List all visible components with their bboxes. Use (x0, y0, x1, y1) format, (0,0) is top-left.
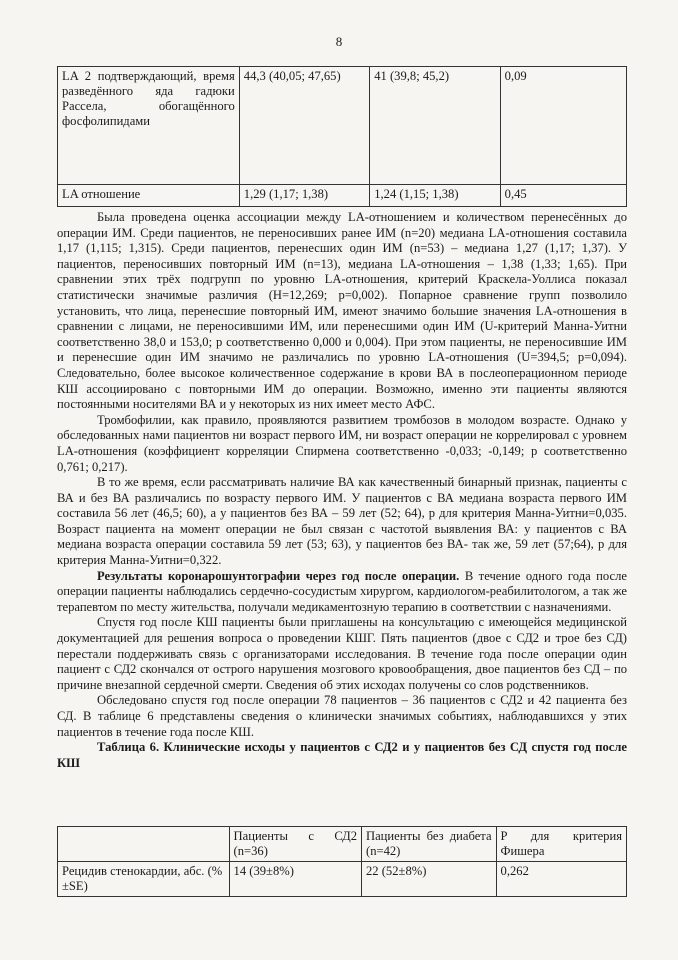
table-cell: 1,29 (1,17; 1,38) (239, 185, 369, 207)
table-header-cell: Пациенты с СД2 (n=36) (229, 827, 361, 862)
paragraph: Была проведена оценка ассоциации между LA-отношением и количеством перенесённых до операции ИМ. Среди пациентов, не переносивших ранее ИМ (n=20) медиана LA-отношения составила 1,17 (1,115; 1,315). Среди пациентов, перенесших один ИМ (n=53) – медиана 1,27 (1,17; 1,37). У пациентов, переносивших повторный ИМ (n=13), медиана LA-отношения – 1,38 (1,33; 1,65). При сравнении этих трёх подгрупп по уровню LA-отношения, критерий Краскела-Уоллиса показал статистически значимые различия (H=12,269; p=0,002). Попарное сравнение групп позволило установить, что лица, перенесшие повторный ИМ, имеют значимо большие значения LA-отношения в сравнении с лицами, не переносившими ИМ, или перенесшими один ИМ (U-критерий Манна-Уитни соответственно 38,0 и 153,0; p соответственно 0,000 и 0,004). При этом пациенты, не переносившие ИМ и перенесшие один ИМ значимо не различались по уровню LA-отношения (U=394,5; p=0,094). Следовательно, более высокое количественное содержание в крови ВА в послеоперационном периоде КШ ассоциировано с повторными ИМ до операции. Возможно, именно эти пациенты являются постоянными носителями ВА и у некоторых из них имеет место АФС. (57, 210, 627, 412)
table-header-cell (58, 827, 230, 862)
paragraph: В то же время, если рассматривать наличие ВА как качественный бинарный признак, пациенты с ВА и без ВА различались по возрасту первого ИМ. У пациентов с ВА медиана возраста первого ИМ составила 56 лет (46,5; 60), а у пациентов без ВА – 59 лет (52; 64), p для критерия Манна-Уитни=0,035. Возраст пациента на момент операции не был связан с частотой выявления ВА: у пациентов с ВА медиана возраста операции составила 59 лет (53; 63), у пациентов без ВА- так же, 59 лет (57;64), p для критерия Манна-Уитни=0,322. (57, 475, 627, 568)
table-row (58, 67, 627, 185)
table-caption: Таблица 6. Клинические исходы у пациентов с СД2 и у пациентов без СД спустя год после КШ (57, 740, 627, 770)
table-cell: 0,262 (496, 862, 626, 897)
table-row (58, 185, 627, 207)
paragraph (57, 569, 627, 616)
paragraph: Спустя год после КШ пациенты были приглашены на консультацию с имеющейся медицинской документацией для решения вопроса о проведении КШГ. Пять пациентов (двое с СД2 и трое без СД) перестали поддерживать связь с организаторами исследования. В течение года после операции один пациент с СД2 скончался от острого нарушения мозгового кровообращения, двое пациентов без СД – по причине внезапной сердечной смерти. Сведения об этих исходах получены со слов родственников. (57, 615, 627, 692)
table-header-cell: P для критерия Фишера (496, 827, 626, 862)
page-number: 8 (335, 34, 343, 49)
table-cell: 14 (39±8%) (229, 862, 361, 897)
body-text (57, 210, 627, 771)
table-header-cell: Пациенты без диабета (n=42) (362, 827, 497, 862)
section-heading: Результаты коронарошунтографии через год после операции. (97, 568, 460, 583)
table-cell: LA отношение (58, 185, 240, 207)
paragraph: Обследовано спустя год после операции 78 пациентов – 36 пациентов с СД2 и 42 пациента без СД. В таблице 6 представлены сведения о клинически значимых событиях, наблюдавшихся у этих пациентов в течение года после КШ. (57, 693, 627, 739)
paragraph-text: В течение одного года после операции пациенты наблюдались сердечно-сосудистым хирургом, кардиологом-реабилитологом, а так же терапевтом по месту жительства, получали медикаментозную терапию в соответствии с назначениями. (57, 568, 627, 614)
table-6 (57, 826, 627, 897)
table-cell: 1,24 (1,15; 1,38) (370, 185, 500, 207)
results-table-continued (57, 66, 627, 207)
paragraph: Тромбофилии, как правило, проявляются развитием тромбозов в молодом возрасте. Однако у обследованных нами пациентов ни возраст первого ИМ, ни возраст операции не коррелировал с уровнем LA-отношения (коэффициент корреляции Спирмена соответственно -0,033; -0,149; p соответственно 0,761; 0,217). (57, 412, 627, 474)
table-cell: 0,45 (500, 185, 626, 207)
table-cell: 22 (52±8%) (362, 862, 497, 897)
table-row (58, 862, 627, 897)
table-cell: 41 (39,8; 45,2) (370, 67, 500, 185)
table-cell: Рецидив стенокардии, абс. (%±SE) (58, 862, 230, 897)
table-cell: 0,09 (500, 67, 626, 185)
table-cell: LA 2 подтверждающий, время разведённого яда гадюки Рассела, обогащённого фосфолипидами (58, 67, 240, 185)
table-header-row (58, 827, 627, 862)
table-cell: 44,3 (40,05; 47,65) (239, 67, 369, 185)
